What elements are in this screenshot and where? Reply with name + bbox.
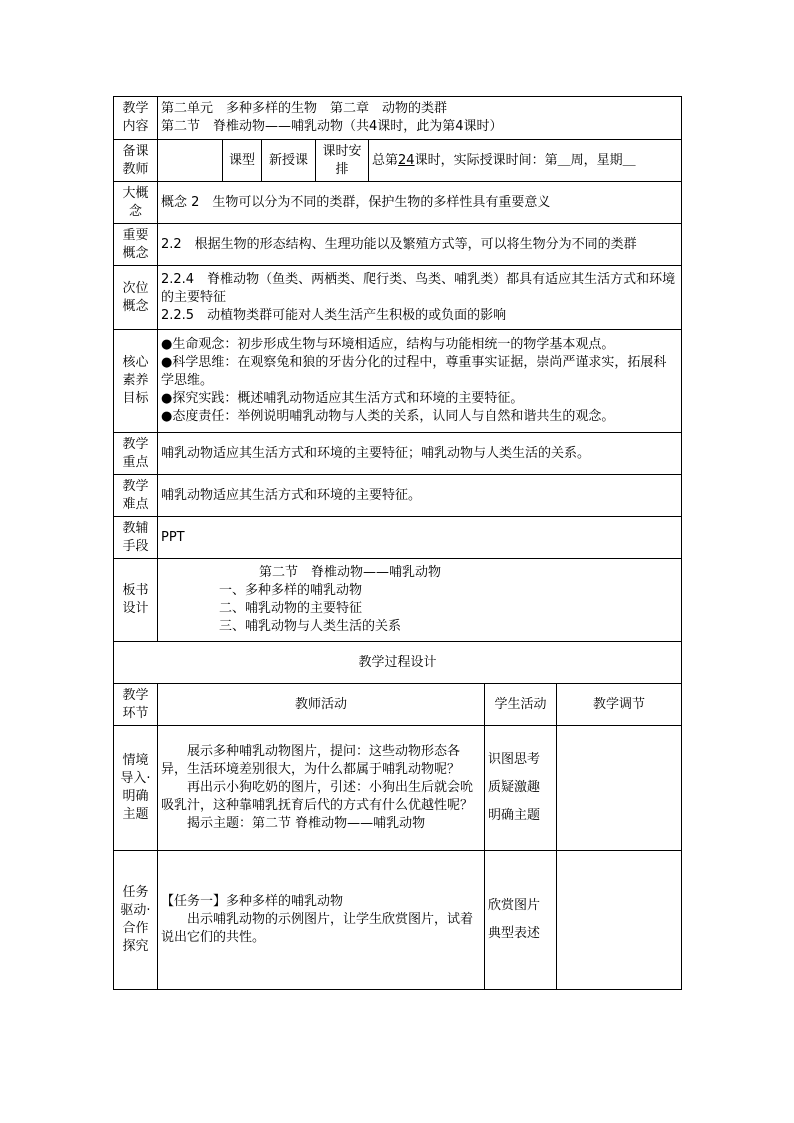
sub-concept-item1: 2.2.4 脊椎动物（鱼类、两栖类、爬行类、鸟类、哺乳类）都具有适应其生活方式和环境的主要特征 xyxy=(161,271,676,305)
literacy-item: ●科学思维：在观察兔和狼的牙齿分化的过程中，尊重事实证据，崇尚严谨求实，拓展科学思维。 xyxy=(161,355,667,388)
row-aids xyxy=(114,517,682,559)
student-activity: 明确主题 xyxy=(488,808,541,823)
label-step1: 情境导入·明确主题 xyxy=(114,726,158,851)
label-aids: 教辅手段 xyxy=(114,517,158,559)
key-concept-text: 2.2 根据生物的形态结构、生理功能以及繁殖方式等，可以将生物分为不同的类群 xyxy=(158,224,682,266)
row-process-head xyxy=(114,684,682,726)
step1-para1: 展示多种哺乳动物图片，提问：这些动物形态各异，生活环境差别很大，为什么都属于哺乳动物呢？ xyxy=(161,744,461,777)
board-line: 二、哺乳动物的主要特征 xyxy=(219,601,363,616)
step2-adjust xyxy=(557,851,682,990)
row-difficulty xyxy=(114,475,682,517)
aids-text: PPT xyxy=(158,517,682,559)
literacy-item: ●态度责任：举例说明哺乳动物与人类的关系，认同人与自然和谐共生的观念。 xyxy=(161,409,615,424)
head-student: 学生活动 xyxy=(485,684,557,726)
literacy-cell xyxy=(158,330,682,433)
content-line2: 第二节 脊椎动物——哺乳动物（共4课时，此为第4课时） xyxy=(161,119,503,134)
board-line: 一、多种多样的哺乳动物 xyxy=(219,583,363,598)
big-concept-text: 概念 2 生物可以分为不同的类群，保护生物的多样性具有重要意义 xyxy=(158,182,682,224)
hours-label: 课时安排 xyxy=(316,140,369,182)
student-activity: 典型表述 xyxy=(488,926,541,941)
row-sub-concept xyxy=(114,266,682,330)
step2-task-title: 【任务一】多种多样的哺乳动物 xyxy=(161,894,344,909)
head-adjust: 教学调节 xyxy=(557,684,682,726)
label-prep: 备课教师 xyxy=(114,140,158,182)
label-big-concept: 大概念 xyxy=(114,182,158,224)
sub-concept-item2: 2.2.5 动植物类群可能对人类生活产生积极的或负面的影响 xyxy=(161,307,507,323)
lesson-plan-table xyxy=(113,96,682,990)
row-literacy xyxy=(114,330,682,433)
row-step1 xyxy=(114,726,682,851)
literacy-item: ●探究实践：概述哺乳动物适应其生活方式和环境的主要特征。 xyxy=(161,391,524,406)
type-label: 课型 xyxy=(223,140,262,182)
label-difficulty: 教学难点 xyxy=(114,475,158,517)
head-teacher: 教师活动 xyxy=(158,684,485,726)
step2-para1: 出示哺乳动物的示例图片，让学生欣赏图片，试着说出它们的共性。 xyxy=(161,912,474,945)
row-content xyxy=(114,97,682,140)
row-focus xyxy=(114,433,682,475)
label-board: 板书设计 xyxy=(114,559,158,642)
step1-teacher xyxy=(158,726,485,851)
label-sub-concept: 次位概念 xyxy=(114,266,158,330)
row-big-concept xyxy=(114,182,682,224)
step2-teacher xyxy=(158,851,485,990)
row-prep xyxy=(114,140,682,182)
student-activity: 识图思考 xyxy=(488,752,541,767)
board-title: 第二节 脊椎动物——哺乳动物 xyxy=(259,565,442,580)
row-step2 xyxy=(114,851,682,990)
process-title: 教学过程设计 xyxy=(114,642,682,684)
board-line: 三、哺乳动物与人类生活的关系 xyxy=(219,619,402,634)
step1-para3: 揭示主题：第二节 脊椎动物——哺乳动物 xyxy=(187,816,426,831)
row-key-concept xyxy=(114,224,682,266)
literacy-item: ●生命观念：初步形成生物与环境相适应，结构与功能相统一的物学基本观点。 xyxy=(161,337,615,352)
head-step: 教学环节 xyxy=(114,684,158,726)
sub-concept-cell xyxy=(158,266,682,330)
row-process-title xyxy=(114,642,682,684)
label-step2: 任务驱动·合作探究 xyxy=(114,851,158,990)
label-focus: 教学重点 xyxy=(114,433,158,475)
step1-student xyxy=(485,726,557,851)
step1-adjust xyxy=(557,726,682,851)
step2-student xyxy=(485,851,557,990)
label-key-concept: 重要概念 xyxy=(114,224,158,266)
total-num: 24 xyxy=(398,152,415,168)
focus-text: 哺乳动物适应其生活方式和环境的主要特征；哺乳动物与人类生活的关系。 xyxy=(158,433,682,475)
step1-para2: 再出示小狗吃奶的图片，引述：小狗出生后就会吮吸乳汁，这种靠哺乳抚育后代的方式有什么优越性呢？ xyxy=(161,780,474,813)
content-cell xyxy=(158,97,682,140)
row-board xyxy=(114,559,682,642)
content-line1: 第二单元 多种多样的生物 第二章 动物的类群 xyxy=(161,101,448,116)
type-value: 新授课 xyxy=(262,140,316,182)
total-prefix: 总第 xyxy=(372,152,399,168)
board-cell xyxy=(158,559,682,642)
prep-teacher xyxy=(158,140,223,182)
student-activity: 质疑激趣 xyxy=(488,780,541,795)
label-content: 教学内容 xyxy=(114,97,158,140)
difficulty-text: 哺乳动物适应其生活方式和环境的主要特征。 xyxy=(158,475,682,517)
student-activity: 欣赏图片 xyxy=(488,898,541,913)
hours-cell xyxy=(369,140,682,182)
label-literacy: 核心素养目标 xyxy=(114,330,158,433)
total-suffix: 课时，实际授课时间：第＿周，星期＿ xyxy=(414,152,636,168)
